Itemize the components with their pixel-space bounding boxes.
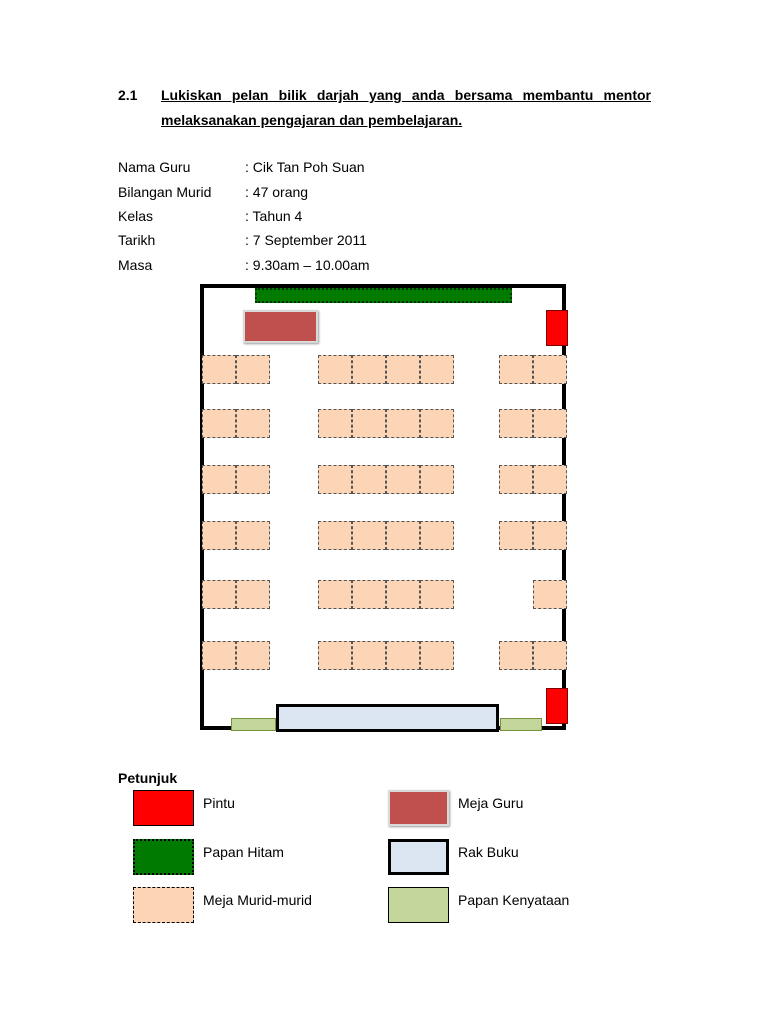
student-desk xyxy=(318,580,352,609)
student-desk xyxy=(352,465,386,494)
student-desk xyxy=(202,355,236,384)
student-desk xyxy=(533,521,567,550)
time-value: : 9.30am – 10.00am xyxy=(245,257,370,273)
student-desk xyxy=(533,580,567,609)
student-desk xyxy=(202,465,236,494)
legend-teacher-desk-swatch xyxy=(388,790,449,826)
student-desk xyxy=(236,580,270,609)
legend-door-label: Pintu xyxy=(203,795,235,811)
notice-board-right xyxy=(500,718,542,731)
student-desk xyxy=(420,521,454,550)
legend-student-desk-label: Meja Murid-murid xyxy=(203,892,312,908)
student-desk xyxy=(318,641,352,670)
student-desk xyxy=(533,409,567,438)
student-desk xyxy=(533,465,567,494)
student-desk xyxy=(386,355,420,384)
legend-blackboard-label: Papan Hitam xyxy=(203,844,284,860)
student-desk xyxy=(318,465,352,494)
student-desk xyxy=(202,521,236,550)
question-number: 2.1 xyxy=(118,87,138,103)
student-count-value: : 47 orang xyxy=(245,184,309,200)
teacher-name-value: : Cik Tan Poh Suan xyxy=(245,159,365,175)
student-desk xyxy=(352,580,386,609)
student-desk xyxy=(420,355,454,384)
student-desk xyxy=(202,580,236,609)
student-desk xyxy=(202,409,236,438)
door-back xyxy=(546,688,568,724)
bookshelf xyxy=(276,704,499,732)
student-desk xyxy=(386,409,420,438)
student-desk xyxy=(318,355,352,384)
student-desk xyxy=(386,580,420,609)
student-desk xyxy=(386,521,420,550)
student-desk xyxy=(352,409,386,438)
student-desk xyxy=(236,521,270,550)
class-label: Kelas xyxy=(118,208,154,224)
legend-door-swatch xyxy=(133,790,194,826)
student-desk xyxy=(236,355,270,384)
legend-bookshelf-swatch xyxy=(388,839,449,875)
date-value: : 7 September 2011 xyxy=(245,232,367,248)
teacher-name-label: Nama Guru xyxy=(118,159,191,175)
student-desk xyxy=(499,521,533,550)
notice-board-left xyxy=(231,718,276,731)
legend-title: Petunjuk xyxy=(118,770,178,786)
door-front xyxy=(546,310,568,346)
student-desk xyxy=(533,641,567,670)
student-desk xyxy=(420,409,454,438)
legend-notice-board-swatch xyxy=(388,887,449,923)
student-desk xyxy=(499,409,533,438)
teacher-desk xyxy=(243,310,318,343)
legend-teacher-desk-label: Meja Guru xyxy=(458,795,524,811)
blackboard xyxy=(255,288,512,303)
legend-notice-board-label: Papan Kenyataan xyxy=(458,892,570,908)
legend-bookshelf-label: Rak Buku xyxy=(458,844,519,860)
student-desk xyxy=(386,641,420,670)
student-desk xyxy=(352,355,386,384)
student-desk xyxy=(318,521,352,550)
student-desk xyxy=(352,521,386,550)
student-desk xyxy=(236,465,270,494)
student-desk xyxy=(420,465,454,494)
student-desk xyxy=(499,641,533,670)
student-desk xyxy=(202,641,236,670)
legend-blackboard-swatch xyxy=(133,839,194,875)
student-desk xyxy=(236,641,270,670)
time-label: Masa xyxy=(118,257,153,273)
student-desk xyxy=(533,355,567,384)
student-desk xyxy=(420,641,454,670)
date-label: Tarikh xyxy=(118,232,156,248)
legend-student-desk-swatch xyxy=(133,887,194,923)
student-desk xyxy=(352,641,386,670)
student-desk xyxy=(420,580,454,609)
student-desk xyxy=(236,409,270,438)
question-text-line-1: Lukiskan pelan bilik darjah yang anda bersama membantu mentor xyxy=(161,87,651,103)
student-desk xyxy=(499,355,533,384)
class-value: : Tahun 4 xyxy=(245,208,303,224)
student-count-label: Bilangan Murid xyxy=(118,184,212,200)
question-text-line-2: melaksanakan pengajaran dan pembelajaran. xyxy=(161,112,463,128)
student-desk xyxy=(499,465,533,494)
student-desk xyxy=(386,465,420,494)
student-desk xyxy=(318,409,352,438)
